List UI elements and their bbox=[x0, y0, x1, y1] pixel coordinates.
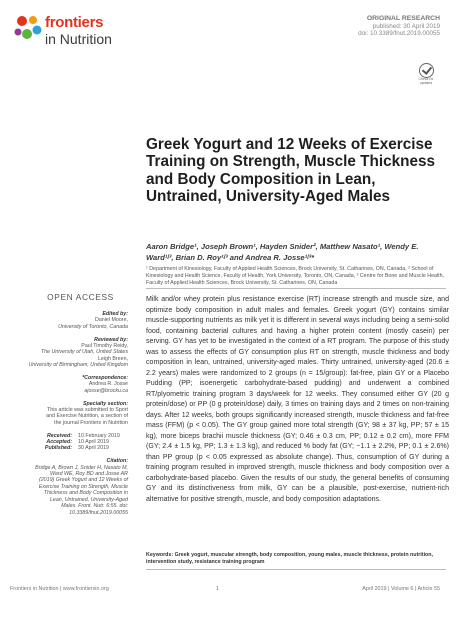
accepted-label: Accepted: bbox=[46, 439, 72, 446]
journal-logo bbox=[13, 13, 143, 53]
published-line: published: 30 April 2019 bbox=[372, 22, 440, 30]
article-title: Greek Yogurt and 12 Weeks of Exercise Training on Strength, Muscle Thickness and Body Composition in Lean, Untrained, University-Aged Males bbox=[146, 136, 435, 206]
correspondence bbox=[10, 375, 128, 394]
published-date bbox=[10, 445, 128, 451]
footer-journal-link[interactable]: Frontiers in Nutrition | www.frontiersin.org bbox=[10, 586, 109, 592]
reviewer-affiliation: University of Birmingham, United Kingdom bbox=[28, 362, 128, 369]
specialty-label: Specialty section: bbox=[82, 400, 128, 407]
specialty-text: This article was submitted to Sport and Exercise Nutrition, a section of the journal Frontiers in Nutrition bbox=[46, 407, 128, 426]
open-access-label: OPEN ACCESS bbox=[47, 292, 114, 302]
frontiers-logo-icon bbox=[13, 13, 43, 43]
reviewer-name: Paul Timothy Reidy, bbox=[81, 343, 128, 350]
reviewed-by-label: Reviewed by: bbox=[94, 336, 128, 343]
citation-label: Citation: bbox=[106, 458, 128, 465]
affiliations: ¹ Department of Kinesiology, Faculty of Applied Health Sciences, Brock University, St. Catharines, ON, Canada, ² School of Kinesiology and Health Science, Faculty of Health, York University, Toronto, ON, Canada, ³ Centre for Bone and Muscle Health, Faculty of Applied Health Sciences, Brock University, St. Catharines, ON, Canada bbox=[146, 266, 445, 286]
keywords bbox=[146, 552, 449, 566]
received-value: 10 February 2019 bbox=[78, 432, 120, 439]
accepted-value: 10 April 2019 bbox=[78, 439, 109, 446]
article-meta bbox=[358, 15, 440, 38]
check-icon bbox=[419, 63, 434, 78]
keywords-label: Keywords: bbox=[146, 552, 174, 558]
corresponding-email-link[interactable]: ajosse@brocku.ca bbox=[84, 387, 128, 394]
correspondence-label: *Correspondence: bbox=[82, 375, 128, 382]
specialty-section bbox=[10, 401, 128, 427]
brand-name: frontiers bbox=[45, 14, 104, 31]
dates bbox=[10, 433, 128, 452]
reviewer-name: Leigh Breen, bbox=[97, 355, 128, 362]
divider bbox=[146, 288, 446, 289]
reviewed-by bbox=[10, 337, 128, 369]
author-list: Aaron Bridge¹, Joseph Brown¹, Hayden Snider², Matthew Nasato¹, Wendy E. Ward¹ʲ³, Brian D. Roy¹ʲ³ and Andrea R. Josse¹ʲ³* bbox=[146, 242, 419, 262]
edited-by bbox=[10, 311, 128, 330]
editor-name: Daniel Moore, bbox=[95, 317, 128, 324]
citation bbox=[10, 458, 128, 516]
sidebar bbox=[10, 311, 128, 522]
citation-text: Bridge A, Brown J, Snider H, Nasato M, Ward WE, Roy BD and Josse AR (2019) Greek Yogurt and 12 Weeks of Exercise Training on Strength, Muscle Thickness and Body Composition in Lean, Untrained, University-Aged Males. Front. Nutr. 6:55. doi: 10.3389/fnut.2019.00055 bbox=[35, 464, 128, 516]
journal-name: in Nutrition bbox=[45, 31, 112, 47]
check-updates-label: Check for updates bbox=[418, 77, 434, 85]
editor-affiliation: University of Toronto, Canada bbox=[58, 323, 128, 330]
received-label: Received: bbox=[46, 432, 72, 439]
check-for-updates-button[interactable] bbox=[417, 63, 435, 83]
divider bbox=[146, 569, 446, 570]
article-type: ORIGINAL RESEARCH bbox=[366, 15, 440, 22]
abstract-text: Milk and/or whey protein plus resistance exercise (RT) increase strength and muscle size, and optimize body composition in adult males and females. Greek yogurt (GY) contains similar muscle-supporting nutrients as milk yet it is different in several ways including being a semi-solid food, containing bacterial cultures and having a higher protein content (mostly casein) per serving. GY has yet to be investigated in the context of a RT program. The purpose of this study was to assess the effects of GY consumption plus RT on strength, muscle thickness and body composition in lean, untrained, university-aged males. Thirty untrained, university-aged (20.6 ± 2.2 years) males were randomized to 2 groups (n = 15/group): fat-free, plain GY or a Placebo Pudding (PP; isoenergetic carbohydrate-based pudding) and underwent a combined RT/plyometric training program 3 days/week for 12 weeks. They consumed either GY (20 g protein/dose) or PP (0 g protein/dose) daily, 3 times on training days and 2 times on non-training days. After 12 weeks, both groups significantly increased strength, muscle thickness and fat-free mass (FFM) (p < 0.05). The GY group gained more total strength (GY; 98 ± 37 kg, PP; 57 ± 15 kg), more biceps brachii muscle thickness (GY; 0.46 ± 0.3 cm, PP; 0.12 ± 0.2 cm), more FFM (GY; 2.4 ± 1.5 kg, PP; 1.3 ± 1.3 kg), and reduced % body fat (GY; −1.1 ± 2.2%, PP; 0.1 ± 2.6%) than PP group (p < 0.05 expressed as absolute change). Thus, consumption of GY during a training program resulted in improved strength, muscle thickness and body composition over a carbohydrate-based placebo. Given the results of our study, the general benefits of consuming GY and its distinctiveness from milk, GY can be a plausible, post-exercise, nutrient-rich alternative for positive strength, muscle, and body composition adaptations. bbox=[146, 296, 449, 503]
edited-by-label: Edited by: bbox=[102, 311, 128, 317]
page-number: 1 bbox=[216, 586, 219, 592]
published-label: Published: bbox=[44, 445, 72, 452]
reviewer-affiliation: The University of Utah, United States bbox=[40, 349, 128, 356]
doi-link[interactable]: doi: 10.3389/fnut.2019.00055 bbox=[358, 30, 440, 38]
footer-issue-info: April 2019 | Volume 6 | Article 55 bbox=[362, 586, 440, 592]
corresponding-author: Andrea R. Josse bbox=[88, 381, 128, 388]
keywords-list: Greek yogurt, muscular strength, body composition, young males, muscle thickness, protein nutrition, intervention study, resistance training program bbox=[146, 552, 433, 566]
published-value: 30 April 2019 bbox=[78, 445, 109, 452]
